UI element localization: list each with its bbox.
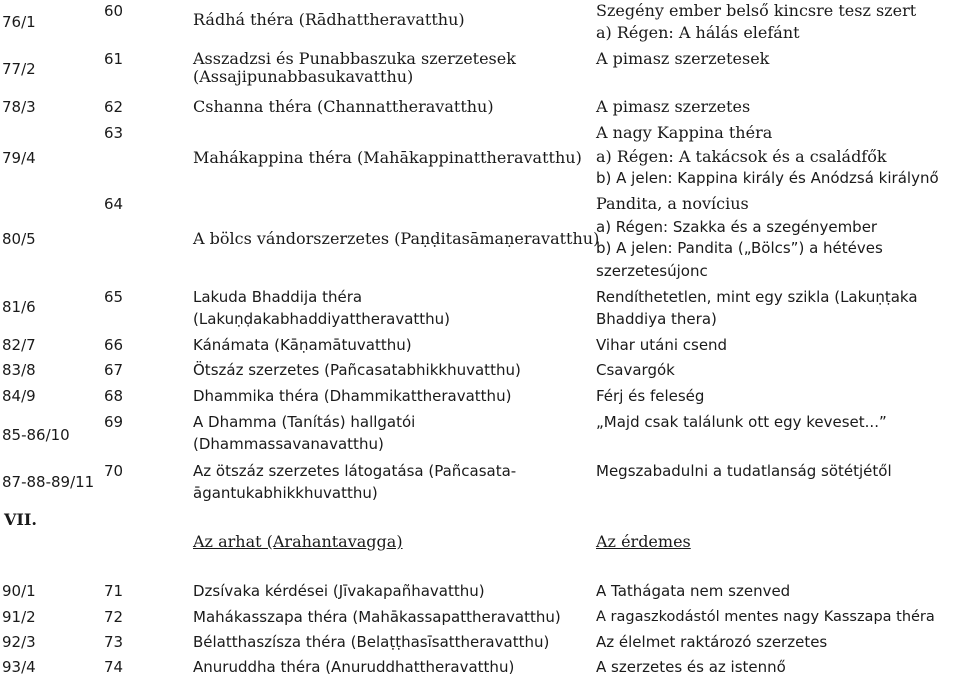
row-number: 72: [104, 608, 124, 626]
row-number: 68: [104, 387, 124, 405]
row-ref: 92/3: [2, 633, 36, 651]
row-number: 65: [104, 288, 124, 306]
row-title: Asszadzsi és Punabbaszuka szerzetesek: [193, 49, 516, 68]
section-number: VII.: [4, 510, 37, 529]
row-story: Megszabadulni a tudatlanság sötétjétől: [596, 462, 892, 480]
row-ref: 83/8: [2, 361, 36, 379]
row-ref: 90/1: [2, 582, 36, 600]
row-title: Kánámata (Kāṇamātuvatthu): [193, 336, 412, 354]
row-number: 63: [104, 124, 124, 142]
row-ref: 91/2: [2, 608, 36, 626]
row-number: 69: [104, 413, 124, 431]
row-story: A Tathágata nem szenved: [596, 582, 791, 600]
section-subtitle: Az érdemes: [596, 532, 691, 551]
row-title: (Assajipunabbasukavatthu): [193, 67, 414, 86]
row-number: 66: [104, 336, 124, 354]
row-title: Dhammika théra (Dhammikattheravatthu): [193, 387, 512, 405]
row-ref: 77/2: [2, 60, 36, 78]
row-story: Férj és feleség: [596, 387, 705, 405]
row-title: Rádhá théra (Rādhattheravatthu): [193, 10, 465, 29]
row-story: Az élelmet raktározó szerzetes: [596, 633, 828, 651]
row-story: a) Régen: Szakka és a szegényember: [596, 218, 878, 236]
row-title: A Dhamma (Tanítás) hallgatói: [193, 413, 416, 431]
row-number: 73: [104, 633, 124, 651]
row-ref: 78/3: [2, 98, 36, 116]
row-number: 71: [104, 582, 124, 600]
row-title: Ötszáz szerzetes (Pañcasatabhikkhuvatthu): [193, 361, 521, 379]
row-story: „Majd csak találunk ott egy keveset...”: [596, 413, 887, 431]
row-story: b) A jelen: Pandita („Bölcs”) a hétéves: [596, 239, 883, 257]
row-number: 64: [104, 195, 124, 213]
row-title: āgantukabhikkhuvatthu): [193, 484, 378, 502]
row-title: Anuruddha théra (Anuruddhattheravatthu): [193, 658, 515, 676]
row-ref: 80/5: [2, 230, 36, 248]
row-ref: 85-86/10: [2, 426, 70, 444]
row-title: (Lakuṇḍakabhaddiyattheravatthu): [193, 310, 451, 328]
row-number: 61: [104, 50, 124, 68]
row-story: a) Régen: A hálás elefánt: [596, 23, 800, 42]
row-ref: 87-88-89/11: [2, 473, 95, 491]
row-ref: 81/6: [2, 298, 36, 316]
row-story: A pimasz szerzetesek: [596, 49, 770, 68]
row-number: 62: [104, 98, 124, 116]
row-story: Bhaddiya thera): [596, 310, 717, 328]
section-title: Az arhat (Arahantavagga): [193, 532, 403, 551]
row-title: (Dhammassavanavatthu): [193, 435, 384, 453]
row-story: A nagy Kappina théra: [596, 123, 773, 142]
row-ref: 76/1: [2, 13, 36, 31]
row-story: Vihar utáni csend: [596, 336, 728, 354]
row-title: Mahákappina théra (Mahākappinattheravatthu): [193, 148, 582, 167]
row-number: 60: [104, 2, 124, 20]
row-story: A ragaszkodástól mentes nagy Kasszapa théra: [596, 609, 935, 625]
row-title: Mahákasszapa théra (Mahākassapattheravatthu): [193, 608, 561, 626]
row-title: Cshanna théra (Channattheravatthu): [193, 97, 494, 116]
row-story: b) A jelen: Kappina király és Anódzsá királynő: [596, 169, 939, 187]
row-ref: 82/7: [2, 336, 36, 354]
row-story: Rendíthetetlen, mint egy szikla (Lakuṇṭaka: [596, 288, 918, 306]
row-story: a) Régen: A takácsok és a családfők: [596, 147, 887, 166]
row-title: Az ötszáz szerzetes látogatása (Pañcasata-: [193, 462, 517, 480]
row-story: szerzetesújonc: [596, 262, 708, 280]
row-story: A szerzetes és az istennő: [596, 658, 786, 676]
row-title: A bölcs vándorszerzetes (Paṇḍitasāmaṇeravatthu): [193, 229, 600, 248]
row-ref: 84/9: [2, 387, 36, 405]
row-title: Dzsívaka kérdései (Jīvakapañhavatthu): [193, 582, 485, 600]
row-number: 74: [104, 658, 124, 676]
row-ref: 79/4: [2, 149, 36, 167]
row-number: 70: [104, 462, 124, 480]
row-story: Csavargók: [596, 361, 675, 379]
row-story: Pandita, a novícius: [596, 194, 749, 213]
row-ref: 93/4: [2, 658, 36, 676]
row-story: A pimasz szerzetes: [596, 97, 751, 116]
row-title: Lakuda Bhaddija théra: [193, 288, 363, 306]
row-title: Bélatthaszísza théra (Belaṭṭhasīsattheravatthu): [193, 633, 550, 651]
row-number: 67: [104, 361, 124, 379]
row-story: Szegény ember belső kincsre tesz szert: [596, 1, 917, 20]
